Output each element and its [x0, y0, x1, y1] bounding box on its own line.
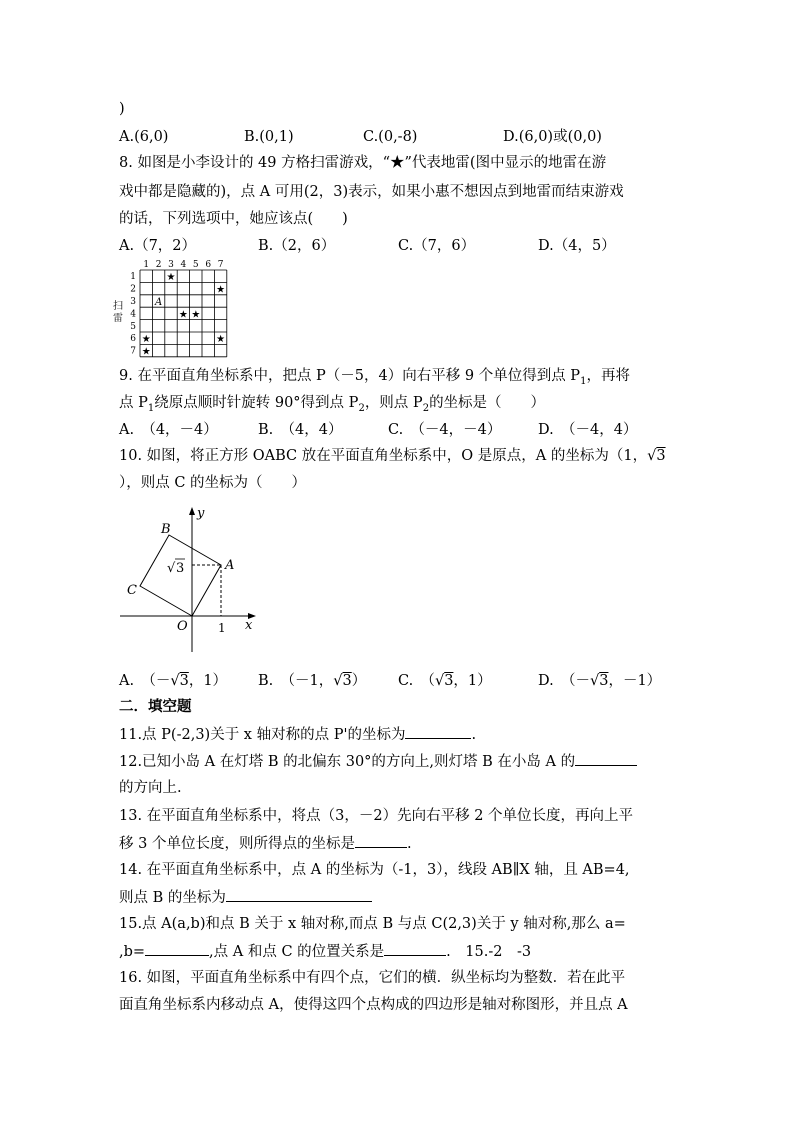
- label-c: C: [127, 583, 137, 598]
- q7-option-a: A.(6,0): [119, 129, 169, 145]
- label-b: B: [161, 522, 171, 537]
- q10-line-1: 10. 如图，将正方形 OABC 放在平面直角坐标系中，O 是原点，A 的坐标为（1，√3: [119, 448, 666, 464]
- q9-line-1: 9. 在平面直角坐标系中，把点 P（－5，4）向右平移 9 个单位得到点 $P_1$，再将: [119, 368, 630, 387]
- q10-option-a: A. （－√3，1）: [119, 673, 228, 689]
- q13-line-2: 移 3 个单位长度，则所得点的坐标是 .: [119, 833, 412, 854]
- label-o: O: [177, 619, 188, 634]
- label-x-axis: x: [245, 618, 253, 633]
- mine-star: ★: [141, 346, 151, 358]
- grid-col-label: 1: [143, 260, 150, 270]
- square-oabc-figure: [117, 502, 263, 657]
- q8-option-d: D.（4，5）: [538, 238, 616, 254]
- label-y-axis: y: [197, 506, 205, 521]
- mine-star: ★: [216, 284, 226, 296]
- q9-option-b: B. （4，4）: [258, 422, 343, 438]
- grid-col-label: 6: [205, 260, 212, 270]
- grid-row-label: 3: [130, 297, 136, 307]
- grid-side-label: 扫: [113, 301, 123, 313]
- grid-row-label: 5: [130, 321, 136, 332]
- grid-col-label: 2: [155, 260, 162, 270]
- q15-line-1: 15.点 A(a,b)和点 B 关于 x 轴对称,而点 B 与点 C(2,3)关于 y 轴对称,那么 a=: [119, 916, 626, 932]
- q9-option-d: D. （－4，4）: [538, 422, 638, 438]
- q7-option-b: B.(0,1): [244, 129, 294, 145]
- mine-star: ★: [166, 272, 176, 284]
- q14-line-1: 14. 在平面直角坐标系中，点 A 的坐标为（-1，3），线段 AB∥X 轴，且 AB=4,: [119, 862, 630, 878]
- label-a: A: [225, 558, 235, 573]
- q7-option-c: C.(0,-8): [363, 129, 418, 145]
- q13-line-1: 13. 在平面直角坐标系中，将点（3，－2）先向右平移 2 个单位长度，再向上平: [119, 808, 634, 824]
- q9-option-a: A. （4，－4）: [119, 422, 218, 438]
- q10-option-d: D. （－√3，－1）: [538, 673, 662, 689]
- mine-star: ★: [178, 309, 188, 321]
- q14-line-2: 则点 B 的坐标为: [119, 887, 372, 908]
- grid-col-label: 4: [180, 260, 187, 270]
- label-one: 1: [218, 621, 226, 635]
- q8-option-c: C.（7，6）: [398, 238, 476, 254]
- q8-option-a: A.（7，2）: [119, 238, 197, 254]
- y-axis-arrow: [189, 507, 195, 515]
- q8-line-3: 的话，下列选项中，她应该点( ): [119, 211, 348, 227]
- q10-option-c: C. （√3，1）: [398, 673, 492, 689]
- section-heading-fill-in: 二．填空题: [119, 699, 192, 715]
- q10-line-2: ），则点 C 的坐标为（ ）: [119, 475, 307, 491]
- q11: 11.点 P(-2,3)关于 x 轴对称的点 P'的坐标为 .: [119, 724, 476, 745]
- point-a-label: A: [154, 297, 163, 308]
- grid-row-label: 6: [130, 334, 136, 345]
- grid-side-label: 雷: [113, 313, 123, 325]
- grid-col-label: 7: [217, 260, 224, 270]
- q8-option-b: B.（2，6）: [258, 238, 336, 254]
- root-sign: √: [167, 561, 176, 576]
- mine-star: ★: [141, 334, 151, 346]
- mine-star: ★: [191, 309, 201, 321]
- mine-star: ★: [216, 334, 226, 346]
- q7-paren: ): [119, 101, 125, 117]
- q8-line-1: 8. 如图是小李设计的 49 方格扫雷游戏，“★”代表地雷(图中显示的地雷在游: [119, 155, 607, 171]
- q16-line-1: 16. 如图，平面直角坐标系中有四个点，它们的横．纵坐标均为整数．若在此平: [119, 970, 626, 986]
- q15-line-2: ,b= ,点 A 和点 C 的位置关系是 . 15.-2 -3: [119, 941, 531, 962]
- q9-option-c: C. （－4，－4）: [388, 422, 502, 438]
- grid-col-label: 3: [168, 260, 174, 270]
- q16-line-2: 面直角坐标系内移动点 A，使得这四个点构成的四边形是轴对称图形，并且点 A: [119, 997, 628, 1013]
- q8-line-2: 戏中都是隐藏的)，点 A 可用(2，3)表示，如果小惠不想因点到地雷而结束游戏: [119, 184, 624, 200]
- q12-line-2: 的方向上.: [119, 780, 182, 796]
- minesweeper-grid-figure: [112, 256, 237, 362]
- sqrt-symbol: √: [647, 448, 657, 464]
- grid-row-label: 4: [130, 309, 136, 320]
- q10-option-b: B. （－1，√3）: [258, 673, 367, 689]
- label-root3: 3: [176, 561, 185, 576]
- q9-line-2: 点 $P_1$绕原点顺时针旋转 90°得到点 $P_2$，则点 $P_2$的坐标是（ ）: [119, 395, 546, 414]
- grid-row-label: 2: [130, 284, 136, 295]
- q7-option-d: D.(6,0)或(0,0): [503, 129, 602, 145]
- grid-row-label: 1: [130, 272, 136, 283]
- q12-line-1: 12.已知小岛 A 在灯塔 B 的北偏东 30°的方向上,则灯塔 B 在小岛 A 的: [119, 751, 637, 772]
- grid-col-label: 5: [192, 260, 199, 270]
- grid-row-label: 7: [130, 346, 136, 357]
